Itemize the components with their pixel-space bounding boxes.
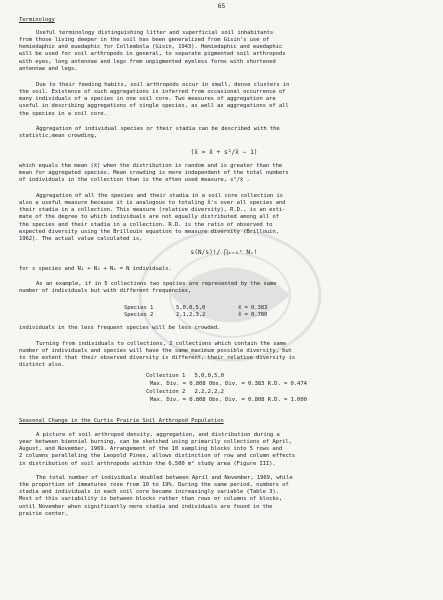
text-line: number of individuals but with different frequencies, xyxy=(19,288,192,295)
collection-1-stats-row: Max. Div. = 0.808 Obs. Div. = 0.383 R.D. = 0.474 xyxy=(150,381,307,387)
text-line: As an example, if in 5 collections two species are represented by the same xyxy=(36,281,277,287)
text-line: Turning from individuals to collections, 2 collections which contain the same xyxy=(36,341,287,347)
text-line: also a useful measure because it is analogous to totaling x̊'s over all species and xyxy=(19,200,286,207)
text-line: for s species and N₁ + N₂ + Nₛ = N individuals. xyxy=(19,266,172,272)
equation-mean-crowding: (x̊ = x̄ + s²/x̄ − 1) xyxy=(190,149,258,156)
text-line: distinct also. xyxy=(19,362,65,369)
paragraph-example xyxy=(19,281,429,295)
species-label: Species 1 xyxy=(124,305,154,311)
text-line: year between biennial burning, can be sketched using primarily collections of April, xyxy=(19,439,292,446)
collection-label: Collection 2 xyxy=(146,389,186,395)
collection-values: 5,0,0,5,0 xyxy=(194,373,224,379)
text-line: the proportion of immatures rose from 10 to 19%. During the same period, numbers of xyxy=(19,482,289,489)
text-line: The total number of individuals doubled between April and November, 1969, while xyxy=(36,475,293,481)
collection-1-label-row xyxy=(146,373,224,380)
text-line: which equals the mean (x̄) when the distribution is random and is greater than the xyxy=(19,163,283,169)
collection-2-stats-row: Max. Div. = 0.808 Obs. Div. = 0.808 R.D. = 1.000 xyxy=(150,397,307,403)
seasonal-section xyxy=(19,418,429,425)
text-line: until November when significantly more stadia and individuals are found in the xyxy=(19,503,273,510)
text-line: Useful terminology distinguishing litter and superficial soil inhabitants xyxy=(36,30,274,36)
section-heading-seasonal: Seasonal Change in the Curtis Prairie Soil Arthropod Population xyxy=(19,418,224,424)
text-line: the species and their stadia in a collection. R.D. is the ratio of observed to xyxy=(19,221,273,228)
text-line: prairie center. xyxy=(19,510,68,517)
text-line: will be used for soil arthropods in general, to separate pigmented soil arthropods xyxy=(19,51,286,58)
species-crowding: x̊ = 0.383 xyxy=(238,305,268,311)
text-line: in distribution of soil arthropods within the 6,500 m² study area (Figure III). xyxy=(19,460,276,467)
text-line: with eyes, long antennae and legs from unpigmented eyeless forms with shortened xyxy=(19,58,276,65)
text-line: of individuals in the collection than is the often used measure, s²/x̄ . xyxy=(19,177,250,184)
paragraph-seasonal-1 xyxy=(19,432,429,468)
collection-2-label-row xyxy=(146,389,224,396)
text-line: antennae and legs. xyxy=(19,65,78,72)
text-line: to the extent that their observed diversity is different, their relative diversity is xyxy=(19,355,296,362)
paragraph-less-crowded xyxy=(19,325,429,332)
text-line: many individuals of a species in one soil core. Two measures of aggregation are xyxy=(19,96,276,103)
text-line: expected diversity using the Brillouin equation to measure diversity (Brillouin, xyxy=(19,228,279,235)
paragraph-relative-diversity xyxy=(19,193,429,243)
paragraph-mean-crowding-explained xyxy=(19,163,429,184)
text-line: 1962). The actual value calculated is, xyxy=(19,235,143,242)
species-values: 2,1,2,3,2 xyxy=(176,312,206,319)
terminology-section xyxy=(19,17,429,24)
text-line: individuals in the less frequent species will be less crowded. xyxy=(19,325,221,331)
text-line: August, and November, 1969. Arrangement of the 10 sampling blocks into 5 rows and xyxy=(19,446,283,453)
text-line: mate of the degree to which individuals are not equally distributed among all of xyxy=(19,214,279,221)
text-line: Most of this variability is between blocks rather than rows or columns of blocks, xyxy=(19,496,283,503)
text-line: their stadia in a collection. This measure (relative diversity), R.D., is an esti- xyxy=(19,207,286,214)
text-line: Aggregation of all the species and their stadia in a soil core collection is xyxy=(36,193,283,199)
paragraph-species-count xyxy=(19,266,429,273)
species-label: Species 2 xyxy=(124,312,154,319)
paragraph-collections xyxy=(19,341,429,370)
text-line: A picture of soil arthropod density, aggregation, and distribution during a xyxy=(36,432,280,438)
paragraph-aggregation-intro xyxy=(19,82,429,118)
text-line: hemiedaphic and euedaphic for Collembola (Gisin, 1943). Hemiedaphic and euedaphic xyxy=(19,44,283,51)
text-line: stadia and individuals in each soil core became increasingly variable (Table 3). xyxy=(19,489,279,496)
equation-brillouin: s(N/s)!/ ∏ᵢ₌₁ˢ Nᵢ! xyxy=(190,249,258,256)
text-line: 2 columns paralleling the Leopold Pines, allows distinction of row and column effects xyxy=(19,453,296,460)
text-line: number of individuals and species will have the same maximum possible diversity, but xyxy=(19,348,292,355)
paragraph-mean-crowding xyxy=(19,126,429,140)
species-values: 5,0,0,5,0 xyxy=(176,305,206,311)
page-number: 65 xyxy=(217,3,226,10)
text-line: statistic,mean crowding, xyxy=(19,133,97,140)
species-crowding: x̊ = 0.780 xyxy=(238,312,268,319)
text-line: mean for aggregated species. Mean crowding is more independent of the total numbers xyxy=(19,170,289,177)
text-line: the soil. Existence of such aggregations is inferred from occasional occurrence of xyxy=(19,89,286,96)
species-table xyxy=(124,305,354,320)
text-line: from those living deeper in the soil has been generalized from Gisin's use of xyxy=(19,37,270,44)
section-heading-terminology: Terminology xyxy=(19,17,55,23)
paragraph-terminology-1 xyxy=(19,30,429,73)
collection-values: 2,2,2,2,2 xyxy=(194,389,224,395)
text-line: useful in describing aggregations of single species, as well as aggregations of all xyxy=(19,103,289,110)
text-line: Aggregation of individual species or their stadia can be described with the xyxy=(36,126,280,132)
text-line: the species in a soil core. xyxy=(19,110,107,117)
paragraph-seasonal-2 xyxy=(19,475,429,518)
collection-label: Collection 1 xyxy=(146,373,186,379)
text-line: Due to their feeding habits, soil arthropods occur in small, dense clusters in xyxy=(36,82,290,88)
